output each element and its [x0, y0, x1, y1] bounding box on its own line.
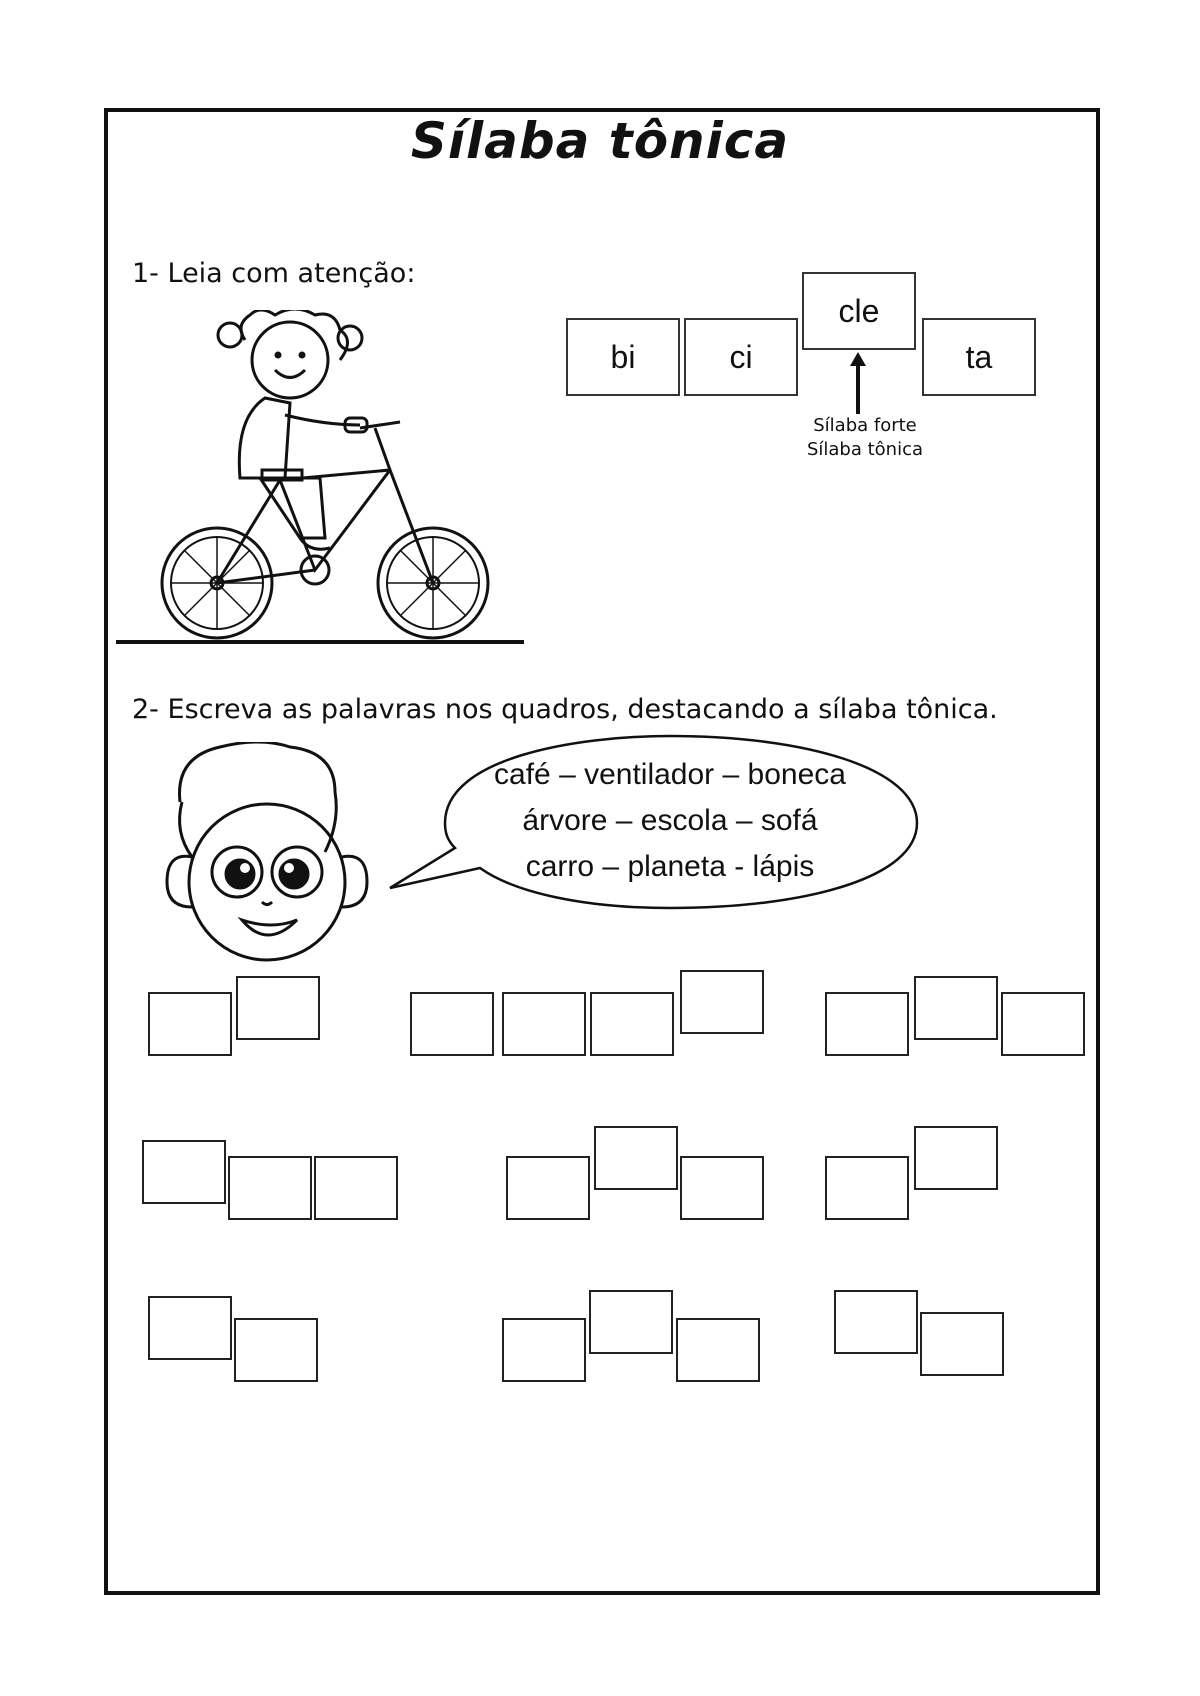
word-line-2: árvore – escola – sofá	[522, 804, 818, 837]
girl-on-bicycle-illustration	[150, 310, 510, 645]
answer-box[interactable]	[589, 1290, 673, 1354]
answer-box[interactable]	[834, 1290, 918, 1354]
syllable-box-ci: ci	[684, 318, 798, 396]
answer-box[interactable]	[148, 992, 232, 1056]
answer-box[interactable]	[502, 1318, 586, 1382]
word-line-1: café – ventilador – boneca	[494, 758, 846, 791]
answer-box[interactable]	[1001, 992, 1085, 1056]
strong-syllable-note	[790, 414, 940, 462]
answer-box[interactable]	[506, 1156, 590, 1220]
up-arrow-icon	[848, 352, 868, 414]
answer-box[interactable]	[825, 1156, 909, 1220]
answer-box[interactable]	[148, 1296, 232, 1360]
page-title: Sílaba tônica	[410, 112, 790, 170]
answer-box[interactable]	[502, 992, 586, 1056]
word-list	[460, 752, 880, 890]
word-line-3: carro – planeta - lápis	[525, 850, 815, 883]
answer-box[interactable]	[594, 1126, 678, 1190]
question-2-prompt: 2- Escreva as palavras nos quadros, destacando a sílaba tônica.	[132, 694, 998, 725]
boy-face-illustration	[152, 742, 392, 974]
answer-box[interactable]	[314, 1156, 398, 1220]
answer-box[interactable]	[234, 1318, 318, 1382]
note-line-2: Sílaba tônica	[806, 439, 924, 460]
answer-box[interactable]	[680, 970, 764, 1034]
answer-box[interactable]	[590, 992, 674, 1056]
syllable-box-ta: ta	[922, 318, 1036, 396]
answer-box[interactable]	[914, 1126, 998, 1190]
answer-box[interactable]	[914, 976, 998, 1040]
syllable-box-bi: bi	[566, 318, 680, 396]
question-1-prompt: 1- Leia com atenção:	[132, 258, 416, 289]
answer-box[interactable]	[410, 992, 494, 1056]
note-line-1: Sílaba forte	[813, 415, 917, 436]
syllable-box-cle: cle	[802, 272, 916, 350]
ground-line	[116, 640, 524, 644]
answer-box[interactable]	[236, 976, 320, 1040]
answer-box[interactable]	[680, 1156, 764, 1220]
answer-box[interactable]	[142, 1140, 226, 1204]
answer-box[interactable]	[825, 992, 909, 1056]
answer-box[interactable]	[920, 1312, 1004, 1376]
answer-box[interactable]	[676, 1318, 760, 1382]
answer-box[interactable]	[228, 1156, 312, 1220]
